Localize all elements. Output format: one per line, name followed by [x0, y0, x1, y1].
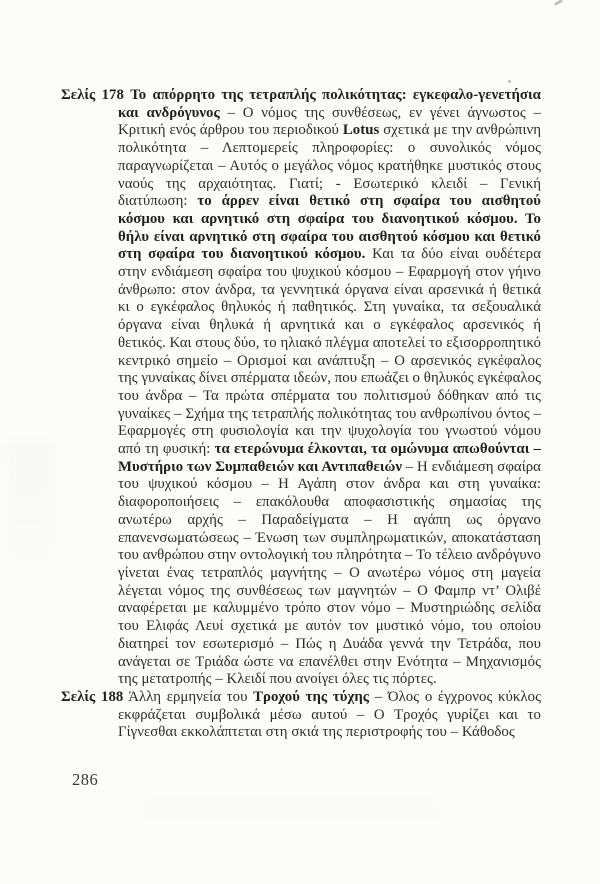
- toc-entry-text: Και τα δύο είναι ουδέτερα στην ενδιάμεση σφαίρα του ψυχικού κόσμου – Εφαρμογή στον γήινο άνθρωπο: στον άνδρα, τα γεννητικά όργανα είναι αρσενικά ή θετικά κι ο εγκέφαλος θηλυκός ή παθητικός. Στη γυναίκα, τα σεξουαλικά όργανα είναι θηλυκά ή αρνητικά και ο εγκέφαλος αρσενικός ή θετικός. Και στους δύο, το ηλιακό πλέγμα αποτελεί το εξισορροπητικό κεντρικό σημείο – Ορισμοί και ανάπτυξη – Ο αρσενικός εγκέφαλος της γυναίκας δίνει σπέρματα ιδεών, που επωάζει ο θηλυκός εγκέφαλος του άνδρα – Τα πρώτα σπέρματα του πολιτισμού δόθηκαν από τις γυναίκες – Σχήμα της τετραπλής πολικότητας του ανθρωπίνου όντος – Εφαρμογές στη φυσιολογία και την ψυχολογία του γνωστού νόμου από τη φυσική:: [118, 246, 541, 458]
- page-number: 286: [72, 770, 99, 789]
- toc-entry-text: – Όλος ο έγχρονος κύκλος εκφράζεται συμβολικά μέσω αυτού – Ο Τροχός γυρίζει και το Γίγνεσθαι εκκολάπτεται στη σκιά της περιστροφής του – Κάθοδος: [118, 688, 542, 741]
- scan-speck: [554, 0, 563, 6]
- scan-speck: [508, 80, 511, 83]
- table-of-contents: [61, 87, 541, 742]
- toc-entry-text-bold: Το απόρρητο της τετραπλής πολικότητας: εγκεφαλο-γενετήσια και ανδρόγυνος: [118, 87, 541, 121]
- toc-entry-text-bold: Lotus: [342, 122, 380, 139]
- toc-entry-text: σχετικά με την ανθρώπινη πολικότητα – Λεπτομερείς πληροφορίες: ο συνολικός νόμος παραγνωρίζεται – Αυτός ο μεγάλος νόμος κρατήθηκε μυστικός στους ναούς της αρχαιότητας. Γιατί; - Εσωτερικό κλειδί – Γενική διατύπωση:: [118, 122, 541, 210]
- toc-entry-text: – Ο νόμος της συνθέσεως, εν γένει άγνωστος – Κριτική ενός άρθρου του περιοδικού: [118, 104, 541, 139]
- toc-entry-text-bold: το άρρεν είναι θετικό στη σφαίρα του αισθητού κόσμου και αρνητικό στη σφαίρα του διανοητικού κόσμου. Το θήλυ είναι αρνητικό στη σφαίρα του αισθητού κόσμου και θετικό στη σφαίρα του διανοητικού κόσμου.: [118, 193, 542, 263]
- toc-entry-text: – Η ενδιάμεση σφαίρα του ψυχικού κόσμου – Η Αγάπη στον άνδρα και στη γυναίκα: διαφοροποιήσεις – επακόλουθα αποφασιστικής σημασίας της ανωτέρω αρχής – Παραδείγματα – Η αγάπη ως όργανο επανενσωματώσεως – Ένωση των συμπληρωματικών, αποκατάσταση του ανθρώπου στην οντολογική του πληρότητα – Το τέλειο ανδρόγυνο γίνεται ένας τετραπλός μαγνήτης – Ο ανωτέρω νόμος στη μαγεία λέγεται νόμος της συνθέσεως των μαγνητών – Ο Φαμπρ ντ’ Ολιβέ αναφέρεται με καλυμμένο τρόπο στον νόμο – Μυστηριώδης σελίδα του Ελιφάς Λευί σχετικά με αυτόν τον μυστικό νόμο, του οποίου διατηρεί τον εσωτερισμό – Πώς η Δυάδα γεννά την Τετράδα, που ανάγεται σε Τριάδα ώστε να επανέλθει στην Ενότητα – Μηχανισμός της μετατροπής – Κλειδί που ανοίγει όλες τις πόρτες.: [118, 458, 541, 688]
- toc-entry-text-bold: Τροχού της τύχης: [253, 688, 370, 705]
- toc-entry-page-label: Σελίς 178: [61, 87, 124, 103]
- toc-entry-page-label: Σελίς 188: [61, 688, 124, 705]
- scan-smudge: [140, 800, 440, 820]
- toc-entry: [61, 87, 541, 689]
- toc-entry-text: Άλλη ερμηνεία του: [128, 688, 254, 705]
- toc-entry-text-bold: τα ετερώνυμα έλκονται, τα ομώνυμα απωθούνται – Μυστήριο των Συμπαθειών και Αντιπαθειών: [118, 441, 541, 475]
- toc-entry: [61, 689, 541, 742]
- scan-smudge: [4, 440, 56, 590]
